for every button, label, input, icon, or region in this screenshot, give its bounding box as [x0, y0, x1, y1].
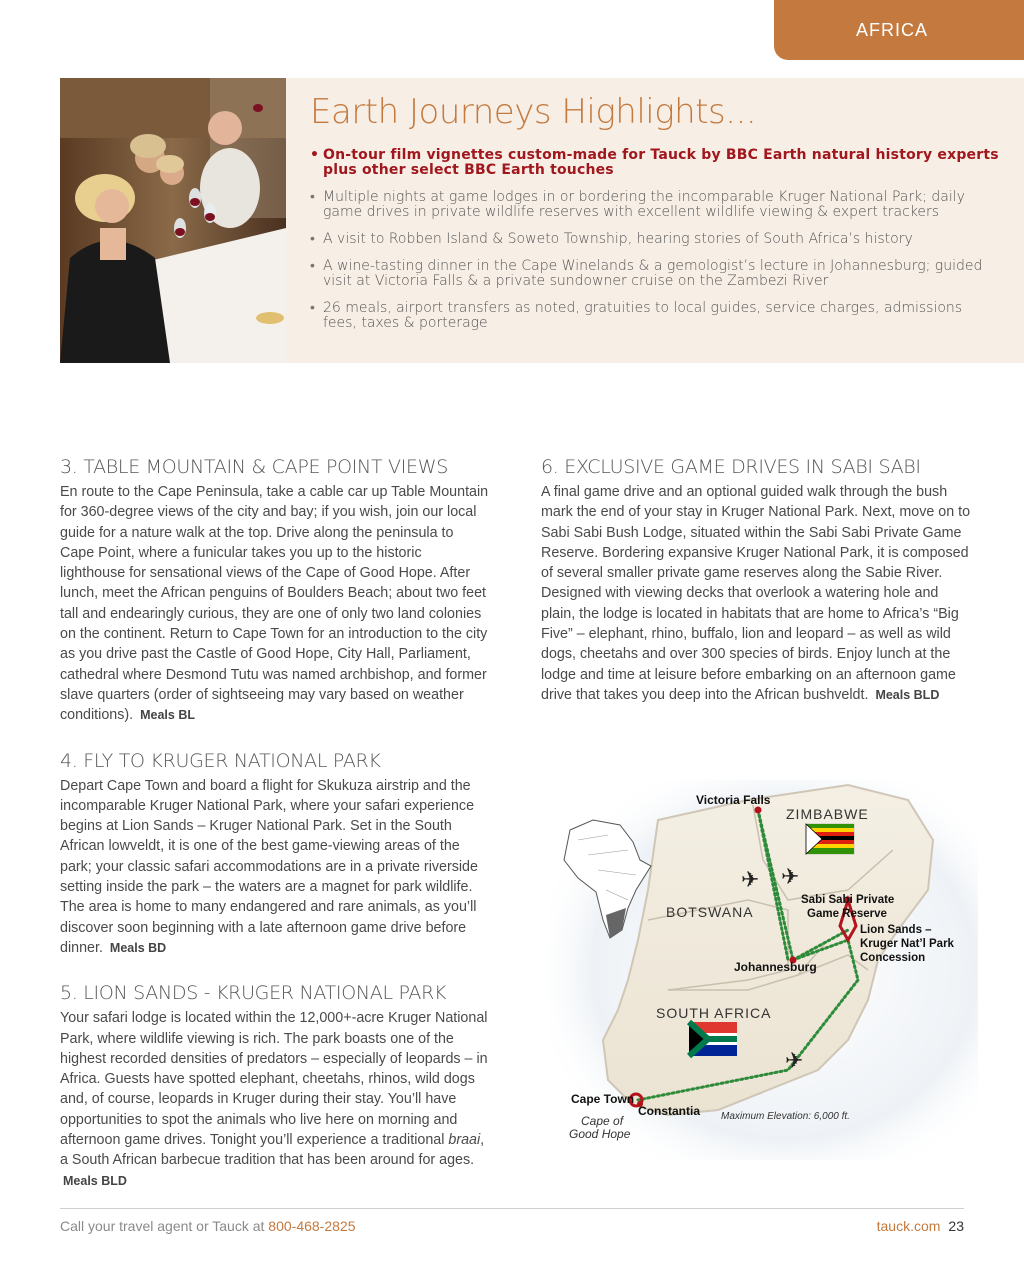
label-cape-of-good-hope-2: Good Hope [569, 1127, 631, 1141]
day-6-text: A final game drive and an optional guided walk through the bush mark the end of your stay in Kruger National Park. Next, move on to Sabi Sabi Bush Lodge, situated within the Sabi Sabi Private Game Reserve. Bordering expansive Kruger National Park, it is composed of several smaller private game reserves along the Sabie River. Designed with viewing decks that overlook a watering hole and plain, the lodge is located in habitats that are home to Africa’s “Big Five” – elephant, rhino, buffalo, lion and leopard – as well as wild dogs, cheetahs and over 300 species of birds. Enjoy lunch at the lodge and time at leisure before embarking on an afternoon game drive that takes you deep into the African bushveldt. [541, 484, 971, 703]
day-5 [60, 982, 490, 1191]
label-constantia: Constantia [638, 1104, 701, 1118]
label-lion-sands-1: Lion Sands – [860, 924, 932, 936]
label-johannesburg: Johannesburg [734, 960, 817, 974]
right-column [541, 456, 971, 729]
route-map [548, 780, 978, 1160]
day-5-text-end: , a South African barbecue tradition that has been around for ages. [60, 1132, 485, 1169]
marker-victoria-falls [755, 807, 762, 814]
day-3-text: En route to the Cape Peninsula, take a cable car up Table Mountain for 360-degree views of the city and bay; if you wish, join our local guide for a nature walk at the top. Drive along the peninsula to Cape Point, where a funicular takes you up to the historic lighthouse for sensational views of the Cape of Good Hope. After lunch, meet the African penguins of Boulders Beach; about two feet tall and endearingly curious, they are one of only two land colonies on the continent. Return to Cape Town for an introduction to the city as you drive past the Castle of Good Hope, City Hall, Parliament, cathedral where Desmond Tutu was named archbishop, and former slave quarters (order of sightseeing may vary based on weather conditions). [60, 484, 489, 724]
label-cape-town: Cape Town [571, 1092, 635, 1106]
section-tab-label: AFRICA [855, 19, 928, 40]
label-zimbabwe: ZIMBABWE [786, 806, 869, 822]
footer-contact [60, 1218, 355, 1234]
day-4 [60, 750, 490, 959]
page-number: 23 [948, 1218, 964, 1234]
day-3-body [60, 482, 490, 726]
day-4-meals: Meals BD [109, 940, 167, 955]
day-5-meals: Meals BLD [63, 1173, 127, 1188]
highlight-item: • Multiple nights at game lodges in or bordering the incomparable Kruger National Park; daily game drives in private wildlife reserves with excellent wildlife viewing & expert trackers [310, 190, 1000, 220]
label-lion-sands-3: Concession [860, 952, 926, 964]
dinner-toast-photo [60, 78, 286, 363]
day-5-body [60, 1008, 490, 1191]
day-6-meals: Meals BLD [875, 687, 940, 702]
label-sabi-sabi-1: Sabi Sabi Private [801, 894, 895, 906]
label-victoria-falls: Victoria Falls [696, 793, 771, 807]
day-6-title: 6. EXCLUSIVE GAME DRIVES IN SABI SABI [541, 456, 921, 478]
label-max-elevation: Maximum Elevation: 6,000 ft. [721, 1111, 850, 1122]
label-botswana: BOTSWANA [666, 904, 754, 920]
airplane-icon: ✈ [741, 868, 760, 893]
day-3-meals: Meals BL [140, 708, 195, 723]
day-5-text: Your safari lodge is located within the 12,000+-acre Kruger National Park, where wildlife viewing is rich. The park boasts one of the highest recorded densities of predators – especially of leopards – in Africa. Guests have spotted elephant, cheetahs, rhinos, wild dogs and, of course, leopards in Kruger during their stay. You’ll have opportunities to spot the animals who live here on morning and afternoon game drives. Tonight you’ll experience a traditional [60, 1010, 488, 1149]
day-4-body [60, 776, 490, 959]
airplane-icon: ✈ [785, 1049, 804, 1074]
day-3 [60, 456, 490, 726]
left-column [60, 456, 490, 1215]
footer-website-link[interactable]: tauck.com [876, 1218, 941, 1234]
highlight-item: • On-tour film vignettes custom-made for Tauck by BBC Earth natural history experts plus other select BBC Earth touches [310, 148, 1000, 178]
footer-divider [60, 1208, 964, 1209]
zimbabwe-flag-icon [806, 824, 854, 854]
day-4-title: 4. FLY TO KRUGER NATIONAL PARK [60, 749, 381, 772]
highlight-item: • 26 meals, airport transfers as noted, gratuities to local guides, service charges, admissions fees, taxes & porterage [310, 301, 1000, 331]
day-4-text: Depart Cape Town and board a flight for Skukuza airstrip and the incomparable Kruger National Park, where your safari experience begins at Lion Sands – Kruger National Park. Set in the South African lowveldt, it is one of the best game-viewing areas of the park; your classic safari accommodations are in a private riverside setting inside the park – the waters are a magnet for park wildlife. The area is home to many endangered and rare animals, as you’ll discover soon beginning with a late afternoon game drive before dinner. [60, 777, 478, 956]
highlight-item: • A wine-tasting dinner in the Cape Winelands & a gemologist’s lecture in Johannesburg; guided visit at Victoria Falls & a private sundowner cruise on the Zambezi River [310, 259, 1000, 289]
south-africa-flag-icon [689, 1022, 737, 1056]
day-5-braai: braai [448, 1132, 481, 1149]
label-lion-sands-2: Kruger Nat’l Park [860, 938, 954, 950]
highlights-list [310, 148, 1000, 343]
airplane-icon: ✈ [781, 865, 800, 890]
label-cape-of-good-hope-1: Cape of [581, 1114, 624, 1128]
day-5-title: 5. LION SANDS - KRUGER NATIONAL PARK [60, 982, 447, 1005]
day-6-body [541, 482, 971, 705]
day-3-title: 3. TABLE MOUNTAIN & CAPE POINT VIEWS [60, 456, 448, 478]
section-tab [774, 0, 1024, 60]
footer-phone[interactable]: 800-468-2825 [268, 1218, 356, 1234]
footer-site [877, 1218, 964, 1234]
highlights-title: Earth Journeys Highlights... [310, 92, 757, 132]
label-south-africa: SOUTH AFRICA [656, 1005, 772, 1021]
day-6 [541, 456, 971, 705]
highlight-item: • A visit to Robben Island & Soweto Township, hearing stories of South Africa’s history [310, 232, 1000, 247]
label-sabi-sabi-2: Game Reserve [807, 908, 887, 920]
footer-prefix: Call your travel agent or Tauck at [60, 1218, 269, 1234]
